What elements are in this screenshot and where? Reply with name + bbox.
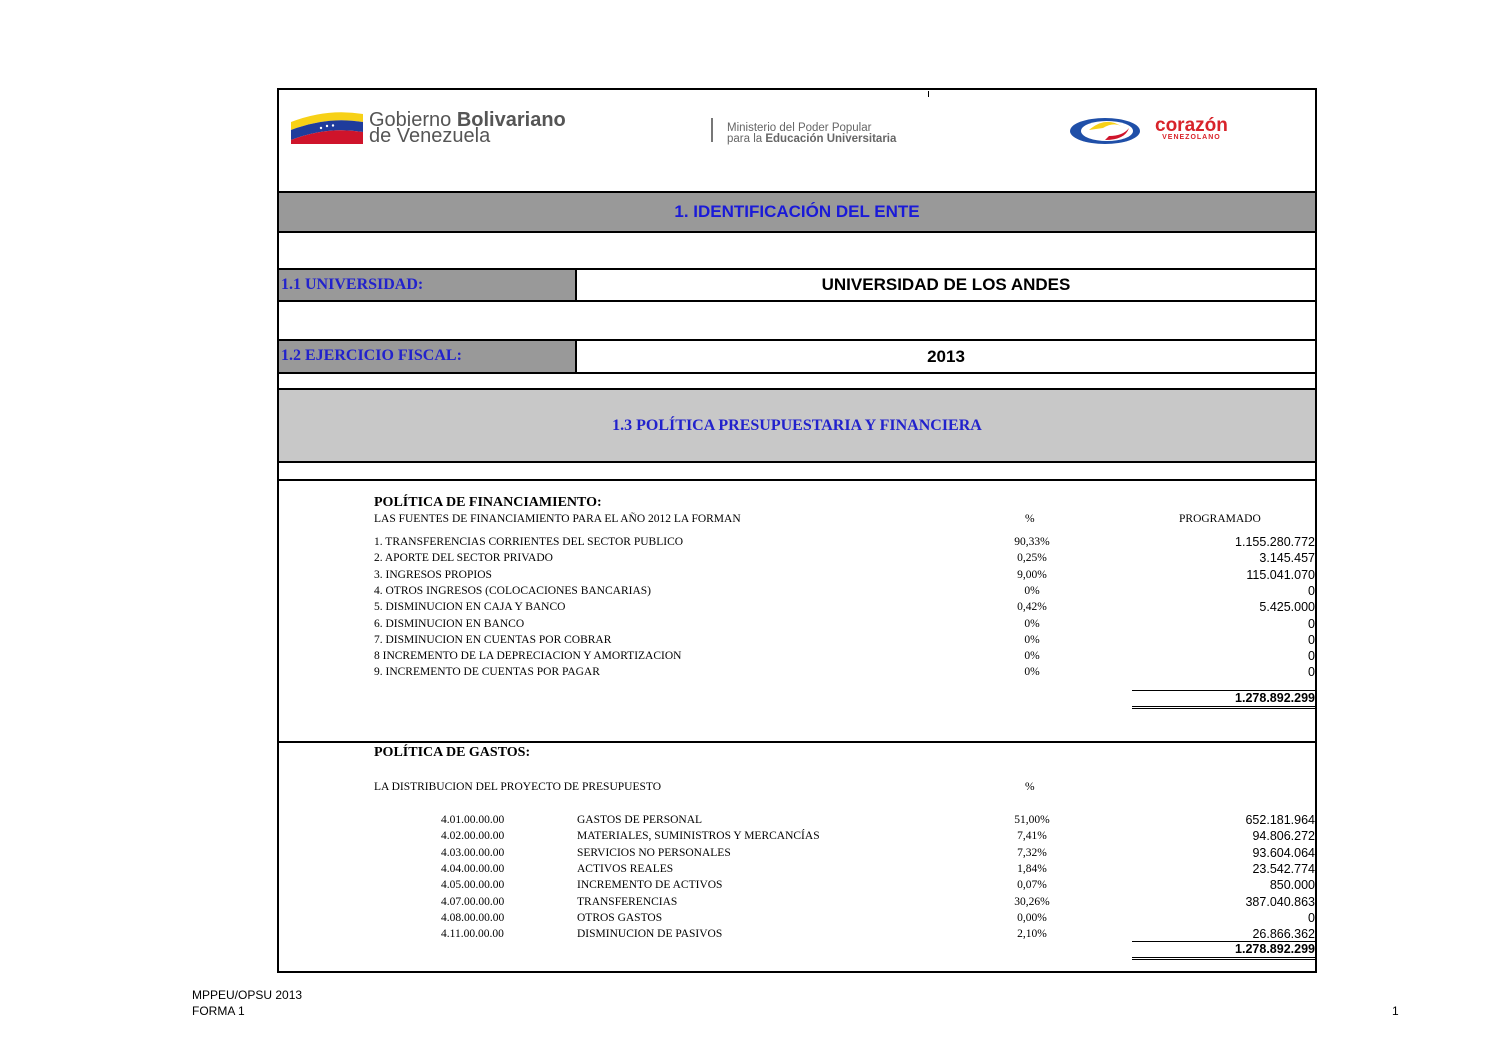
financiamiento-row-label: 7. DISMINUCION EN CUENTAS POR COBRAR: [374, 633, 612, 646]
footer-form-number: FORMA 1: [192, 1004, 245, 1018]
gov-logo-text: Gobierno Bolivariano de Venezuela: [369, 109, 566, 147]
financiamiento-row-pct: 0,42%: [1017, 601, 1047, 614]
gastos-section: [279, 743, 1315, 973]
financiamiento-row-label: 3. INGRESOS PROPIOS: [374, 568, 492, 581]
gastos-row-label: SERVICIOS NO PERSONALES: [577, 846, 731, 859]
gastos-row-pct: 2,10%: [1017, 928, 1047, 941]
gastos-row-label: DISMINUCION DE PASIVOS: [577, 928, 723, 941]
gastos-row-code: 4.05.00.00.00: [441, 879, 505, 892]
gastos-row-code: 4.03.00.00.00: [441, 846, 505, 859]
gastos-row-label: INCREMENTO DE ACTIVOS: [577, 879, 723, 892]
financiamiento-row-label: 4. OTROS INGRESOS (COLOCACIONES BANCARIAS): [374, 584, 651, 597]
page-number: 1: [1392, 1004, 1399, 1018]
financiamiento-row-label: 5. DISMINUCION EN CAJA Y BANCO: [374, 601, 566, 614]
gastos-row-value: 0: [1308, 910, 1315, 925]
gastos-subtitle: LA DISTRIBUCION DEL PROYECTO DE PRESUPUESTO: [374, 781, 661, 793]
section13-title: 1.3 POLÍTICA PRESUPUESTARIA Y FINANCIERA: [612, 417, 982, 434]
section13-band: [279, 390, 1315, 461]
gastos-row-code: 4.04.00.00.00: [441, 862, 505, 875]
section1-band: [279, 193, 1315, 231]
gastos-total: 1.278.892.299: [1235, 942, 1315, 956]
financiamiento-row-pct: 0%: [1024, 633, 1040, 646]
gastos-row-pct: 51,00%: [1014, 814, 1050, 826]
gastos-row-pct: 30,26%: [1014, 895, 1050, 908]
financiamiento-row-value: 0: [1308, 616, 1315, 631]
financiamiento-row-value: 5.425.000: [1259, 600, 1315, 615]
gastos-row-code: 4.01.00.00.00: [441, 814, 505, 826]
financiamiento-row-value: 115.041.070: [1246, 567, 1315, 582]
ejercicio-label: 1.2 EJERCICIO FISCAL:: [281, 347, 462, 364]
financiamiento-row-value: 0: [1308, 649, 1315, 664]
gastos-row-label: GASTOS DE PERSONAL: [577, 814, 703, 826]
brand-text: corazón VENEZOLANO: [1155, 115, 1228, 141]
universidad-label: 1.1 UNIVERSIDAD:: [281, 276, 424, 293]
financiamiento-row-pct: 0%: [1024, 584, 1040, 597]
gastos-row-value: 94.806.272: [1252, 829, 1315, 844]
financiamiento-row-value: 3.145.457: [1259, 551, 1315, 566]
financiamiento-title: POLÍTICA DE FINANCIAMIENTO:: [374, 495, 602, 510]
ministry-logo-text: Ministerio del Poder Popular para la Educación Universitaria: [727, 122, 897, 145]
gastos-row-label: TRANSFERENCIAS: [577, 895, 678, 908]
gastos-row-value: 652.181.964: [1245, 813, 1315, 827]
financiamiento-row-pct: 0%: [1024, 666, 1040, 679]
universidad-row: [279, 270, 1315, 300]
financiamiento-row-pct: 90,33%: [1014, 536, 1050, 548]
gastos-row-pct: 7,32%: [1017, 846, 1047, 859]
financiamiento-total: 1.278.892.299: [1235, 691, 1315, 705]
gastos-row-code: 4.02.00.00.00: [441, 830, 505, 843]
section1-title: 1. IDENTIFICACIÓN DEL ENTE: [674, 202, 920, 221]
financiamiento-row-pct: 0%: [1024, 617, 1040, 630]
top-tick-mark: [928, 91, 929, 97]
financiamiento-row-label: 9. INCREMENTO DE CUENTAS POR PAGAR: [374, 666, 600, 679]
financiamiento-row-value: 0: [1308, 665, 1315, 680]
header-logos: [279, 90, 1315, 192]
financiamiento-row-value: 1.155.280.772: [1235, 535, 1315, 549]
financiamiento-section: [279, 481, 1315, 741]
financiamiento-row-value: 0: [1308, 583, 1315, 598]
financiamiento-row-pct: 0,25%: [1017, 552, 1047, 565]
universidad-value: UNIVERSIDAD DE LOS ANDES: [575, 270, 1315, 300]
financiamiento-row-pct: 9,00%: [1017, 568, 1047, 581]
gastos-row-pct: 0,07%: [1017, 879, 1047, 892]
corazon-venezolano-logo-icon: [1069, 116, 1145, 146]
venezuela-flag-icon: [291, 108, 363, 144]
gastos-row-label: MATERIALES, SUMINISTROS Y MERCANCÍAS: [577, 830, 820, 843]
logo-divider: [711, 118, 713, 142]
gastos-row-value: 93.604.064: [1252, 845, 1315, 860]
gastos-row-pct: 0,00%: [1017, 911, 1047, 924]
gastos-row-pct: 1,84%: [1017, 862, 1047, 875]
financiamiento-subtitle: LAS FUENTES DE FINANCIAMIENTO PARA EL AÑO 2012 LA FORMAN: [374, 513, 741, 525]
gastos-row-code: 4.11.00.00.00: [441, 928, 504, 941]
financiamiento-row-pct: 0%: [1024, 650, 1040, 663]
gastos-col-pct: %: [1025, 781, 1035, 793]
gastos-row-code: 4.08.00.00.00: [441, 911, 505, 924]
gastos-title: POLÍTICA DE GASTOS:: [374, 745, 531, 760]
form-frame: [277, 88, 1317, 973]
financiamiento-row-label: 8 INCREMENTO DE LA DEPRECIACION Y AMORTIZACION: [374, 650, 682, 663]
financiamiento-row-label: 2. APORTE DEL SECTOR PRIVADO: [374, 552, 553, 565]
financiamiento-row-label: 1. TRANSFERENCIAS CORRIENTES DEL SECTOR PUBLICO: [374, 536, 684, 548]
ejercicio-value: 2013: [575, 341, 1315, 372]
financiamiento-row-label: 6. DISMINUCION EN BANCO: [374, 617, 525, 630]
gastos-row-value: 850.000: [1269, 878, 1315, 893]
ejercicio-row: [279, 341, 1315, 372]
gastos-row-value: 387.040.863: [1245, 894, 1315, 909]
financiamiento-row-value: 0: [1308, 632, 1315, 647]
gastos-row-value: 26.866.362: [1252, 927, 1315, 942]
gastos-row-label: ACTIVOS REALES: [577, 862, 674, 875]
gastos-row-label: OTROS GASTOS: [577, 911, 663, 924]
financiamiento-col-pct: %: [1025, 513, 1035, 525]
gastos-row-code: 4.07.00.00.00: [441, 895, 505, 908]
financiamiento-total-rule-bottom: [1132, 706, 1317, 709]
financiamiento-col-prog: PROGRAMADO: [1179, 513, 1261, 525]
footer-form-code: MPPEU/OPSU 2013: [192, 988, 303, 1002]
gastos-row-value: 23.542.774: [1252, 861, 1315, 876]
gastos-total-rule-bottom: [1132, 957, 1317, 960]
gastos-row-pct: 7,41%: [1017, 830, 1047, 843]
